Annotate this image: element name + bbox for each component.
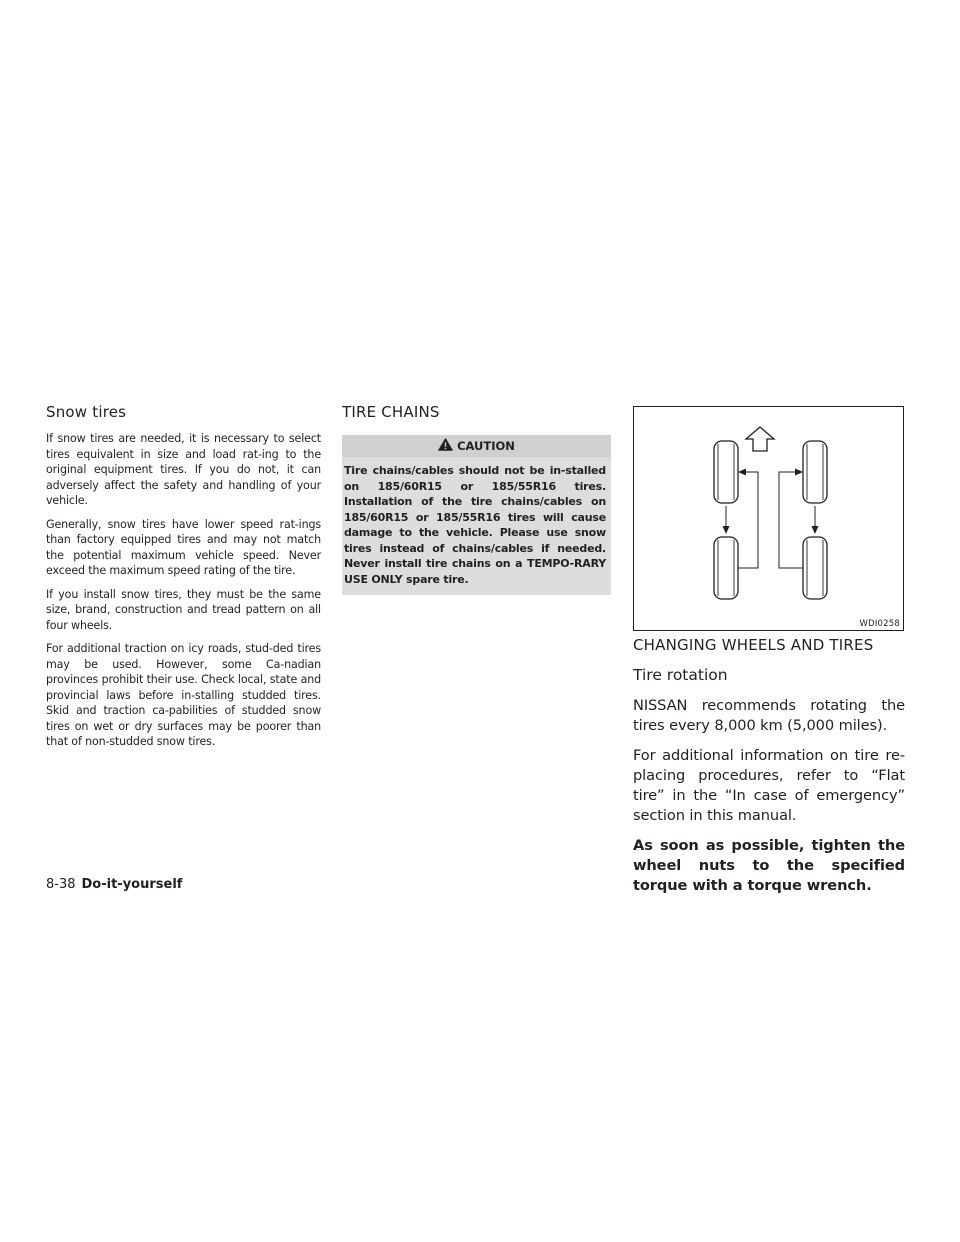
tire-chains-heading: TIRE CHAINS bbox=[342, 403, 440, 421]
warning-triangle-icon bbox=[438, 438, 453, 454]
caution-box bbox=[342, 435, 611, 595]
snow-tires-heading: Snow tires bbox=[46, 403, 127, 421]
front-right-tire bbox=[803, 441, 827, 503]
caution-text: Tire chains/cables should not be in-stalled on 185/60R15 or 185/55R16 tires. Installation of the tire chains/cables on 185/60R15 or 185/55R16 tires will cause damage to the vehicle. Please use snow tires instead of chains/cables if needed. Never install tire chains on a TEMPO-RARY USE ONLY spare tire. bbox=[344, 464, 606, 586]
tire-chains-section bbox=[342, 403, 611, 595]
paragraph: NISSAN recommends rotating the tires every 8,000 km (5,000 miles). bbox=[633, 697, 905, 734]
snow-tires-section bbox=[46, 403, 321, 758]
tire-rotation-figure bbox=[633, 406, 904, 631]
front-right-to-rear-right-arrow bbox=[812, 506, 819, 534]
paragraph: For additional information on tire re-placing procedures, refer to “Flat tire” in the “In case of emergency” section in this manual. bbox=[633, 747, 905, 824]
forward-arrow-icon bbox=[746, 427, 774, 451]
paragraph: Generally, snow tires have lower speed rat-ings than factory equipped tires and may not match the potential maximum vehicle speed. Never exceed the maximum speed rating of the tire. bbox=[46, 517, 321, 577]
front-left-to-rear-left-arrow bbox=[723, 506, 730, 534]
paragraph: If you install snow tires, they must be the same size, brand, construction and tread pattern on all four wheels. bbox=[46, 587, 321, 632]
changing-wheels-section bbox=[633, 636, 905, 906]
section-title: Do-it-yourself bbox=[81, 877, 183, 892]
caution-header bbox=[342, 435, 611, 457]
tire-rotation-diagram bbox=[634, 407, 905, 632]
paragraph: If snow tires are needed, it is necessary to select tires equivalent in size and load rat-ing to the original equipment tires. If you do not, it can adversely affect the safety and handling of your vehicle. bbox=[46, 432, 321, 507]
figure-code: WDI0258 bbox=[859, 619, 900, 629]
changing-wheels-heading: CHANGING WHEELS AND TIRES bbox=[633, 636, 874, 654]
tire-rotation-subheading: Tire rotation bbox=[633, 666, 728, 684]
page-number: 8-38 bbox=[46, 877, 76, 892]
page-footer bbox=[46, 877, 182, 892]
rear-to-front-cross-arrows bbox=[738, 469, 803, 569]
paragraph: For additional traction on icy roads, stud-ded tires may be used. However, some Ca-nadian provinces prohibit their use. Check local, state and provincial laws before in-stalling studded tires. Skid and traction ca-pabilities of studded snow tires on wet or dry surfaces may be poorer than that of non-studded snow tires. bbox=[46, 642, 321, 748]
rear-left-tire bbox=[714, 537, 738, 599]
front-left-tire bbox=[714, 441, 738, 503]
rear-right-tire bbox=[803, 537, 827, 599]
caution-label: CAUTION bbox=[457, 439, 515, 453]
torque-warning-paragraph: As soon as possible, tighten the wheel nuts to the specified torque with a torque wrench. bbox=[633, 837, 905, 894]
